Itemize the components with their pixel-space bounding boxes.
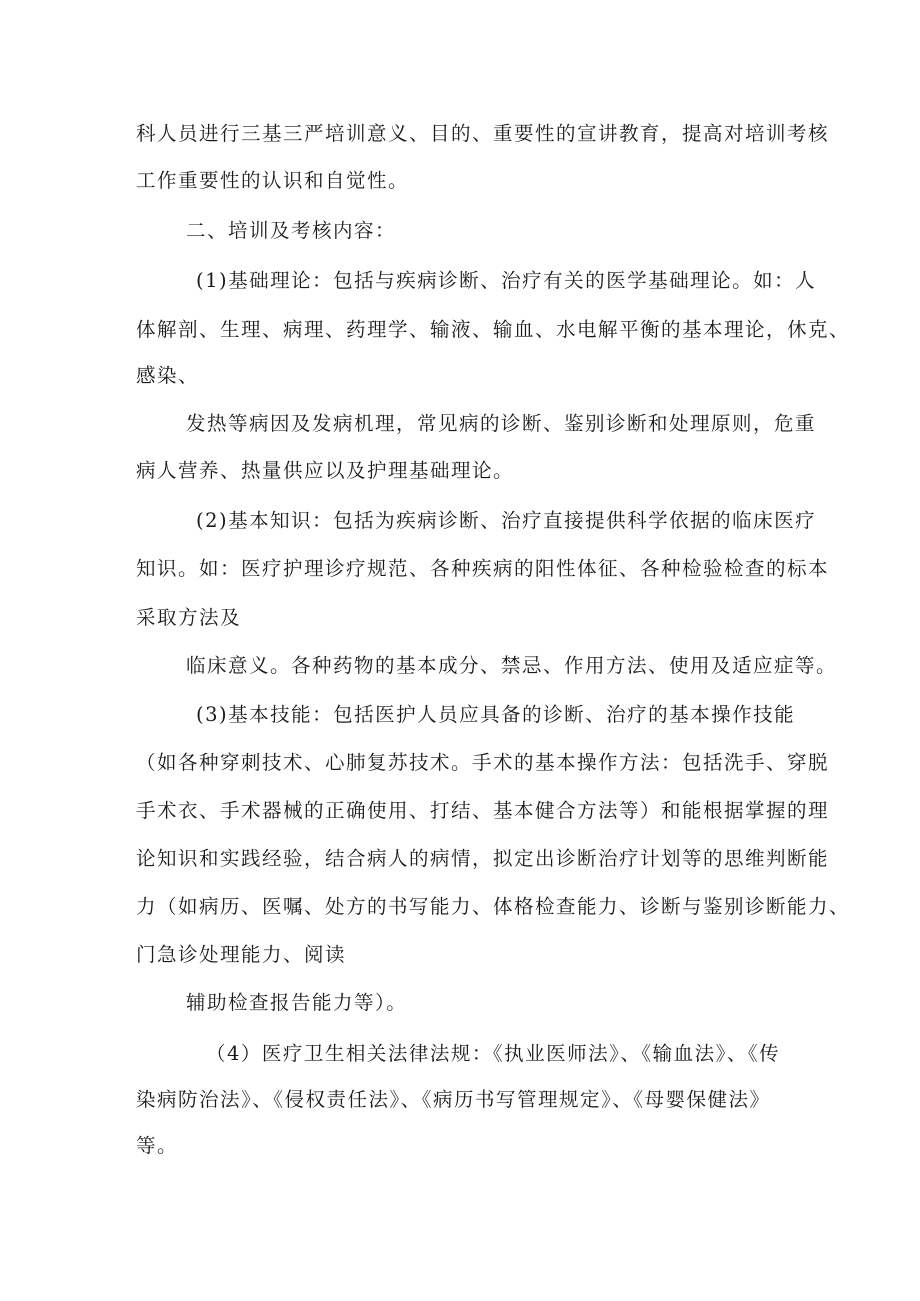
text-line-14: （如各种穿刺技术、心肺复苏技术。手术的基本操作方法：包括洗手、穿脱 <box>136 751 830 774</box>
text-line-22: 等。 <box>136 1134 179 1157</box>
text-line-16: 论知识和实践经验，结合病人的病情，拟定出诊断治疗计划等的思维判断能 <box>136 847 830 870</box>
text-line-8: 病人营养、热量供应以及护理基础理论。 <box>136 459 515 482</box>
text-line-9: (2)基本知识：包括为疾病诊断、治疗直接提供科学依据的临床医疗 <box>196 509 817 532</box>
text-line-13: (3)基本技能：包括医护人员应具备的诊断、治疗的基本操作技能 <box>196 703 796 726</box>
text-line-5: 体解剖、生理、病理、药理学、输液、输血、水电解平衡的基本理论，休克、 <box>136 318 851 341</box>
text-line-10: 知识。如：医疗护理诊疗规范、各种疾病的阳性体征、各种检验检查的标本 <box>136 557 830 580</box>
section-heading: 二、培训及考核内容： <box>186 219 397 242</box>
text-line-2: 工作重要性的认识和自觉性。 <box>136 169 410 192</box>
text-line-15: 手术衣、手术器械的正确使用、打结、基本健合方法等）和能根据掌握的理 <box>136 799 830 822</box>
text-line-12: 临床意义。各种药物的基本成分、禁忌、作用方法、使用及适应症等。 <box>186 654 838 677</box>
text-line-4: (1)基础理论：包括与疾病诊断、治疗有关的医学基础理论。如：人 <box>196 269 817 292</box>
text-line-19: 辅助检查报告能力等）。 <box>186 991 408 1014</box>
text-line-1: 科人员进行三基三严培训意义、目的、重要性的宣讲教育，提高对培训考核 <box>136 122 830 145</box>
text-line-7: 发热等病因及发病机理，常见病的诊断、鉴别诊断和处理原则，危重 <box>186 412 817 435</box>
text-line-17: 力（如病历、医嘱、处方的书写能力、体格检查能力、诊断与鉴别诊断能力、 <box>136 895 851 918</box>
text-line-6: 感染、 <box>136 364 200 387</box>
text-line-11: 采取方法及 <box>136 606 242 629</box>
text-line-18: 门急诊处理能力、阅读 <box>136 943 347 966</box>
text-line-20: （4）医疗卫生相关法律法规：《执业医师法》、《输血法》、《传 <box>206 1042 781 1065</box>
text-line-21: 染病防治法》、《侵权责任法》、《病历书写管理规定》、《母婴保健法》 <box>136 1088 771 1111</box>
